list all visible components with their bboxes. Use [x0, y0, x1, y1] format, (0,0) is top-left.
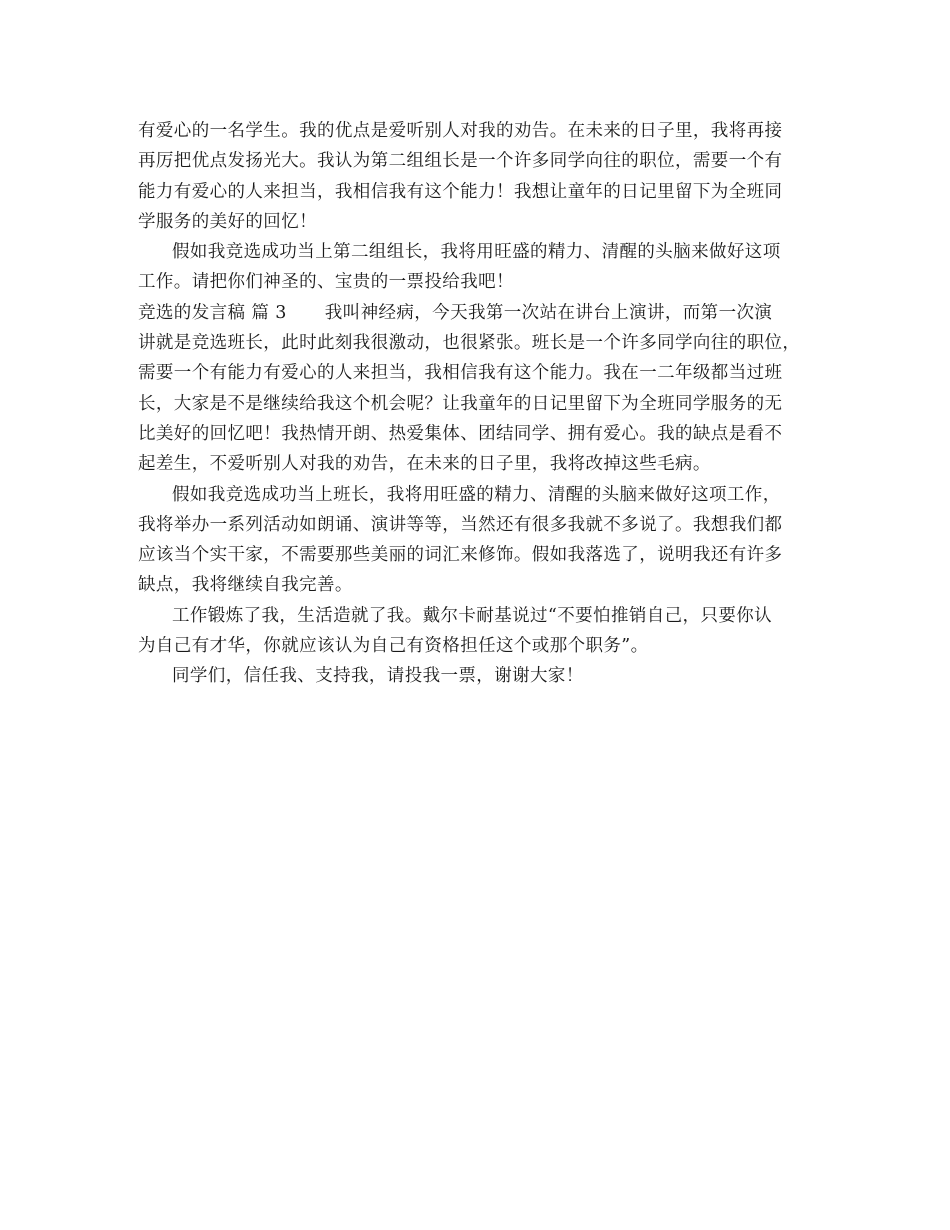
- text-line: 我将举办一系列活动如朗诵、演讲等等，当然还有很多我就不多说了。我想我们都: [138, 514, 783, 535]
- text-line: 工作锻炼了我，生活造就了我。戴尔卡耐基说过“不要怕推销自己，只要你认: [172, 605, 773, 626]
- text-line: 为自己有才华，你就应该认为自己有资格担任这个或那个职务”。: [138, 636, 649, 657]
- text-line: 再厉把优点发扬光大。我认为第二组组长是一个许多同学向往的职位，需要一个有: [138, 151, 783, 172]
- section-heading: 竞选的发言稿 篇 3: [138, 302, 287, 323]
- text-line: 同学们，信任我、支持我，请投我一票，谢谢大家！: [172, 666, 584, 687]
- text-line: 需要一个有能力有爱心的人来担当，我相信我有这个能力。我在一二年级都当过班: [138, 363, 783, 384]
- text-line: 假如我竞选成功当上第二组组长，我将用旺盛的精力、清醒的头脑来做好这项: [172, 242, 781, 263]
- text-line: 缺点，我将继续自我完善。: [138, 575, 353, 596]
- text-line: 我叫神经病，今天我第一次站在讲台上演讲，而第一次演: [324, 302, 773, 323]
- text-line: 有爱心的一名学生。我的优点是爱听别人对我的劝告。在未来的日子里，我将再接: [138, 121, 783, 141]
- text-line: 长，大家是不是继续给我这个机会呢？让我童年的日记里留下为全班同学服务的无: [138, 393, 783, 414]
- text-line: 假如我竞选成功当上班长，我将用旺盛的精力、清醒的头脑来做好这项工作，: [172, 484, 781, 505]
- text-line: 比美好的回忆吧！我热情开朗、热爱集体、团结同学、拥有爱心。我的缺点是看不: [138, 423, 783, 444]
- text-line: 能力有爱心的人来担当，我相信我有这个能力！我想让童年的日记里留下为全班同: [138, 181, 783, 202]
- text-line: 学服务的美好的回忆！: [138, 211, 317, 232]
- text-line: 起差生，不爱听别人对我的劝告，在未来的日子里，我将改掉这些毛病。: [138, 454, 711, 475]
- text-line: 工作。请把你们神圣的、宝贵的一票投给我吧！: [138, 272, 514, 293]
- text-line: 应该当个实干家，不需要那些美丽的词汇来修饰。假如我落选了，说明我还有许多: [138, 545, 783, 566]
- section-line: [138, 298, 814, 328]
- text-line: 讲就是竞选班长，此时此刻我很激动，也很紧张。班长是一个许多同学向往的职位，: [138, 333, 801, 354]
- document-body: [138, 116, 814, 692]
